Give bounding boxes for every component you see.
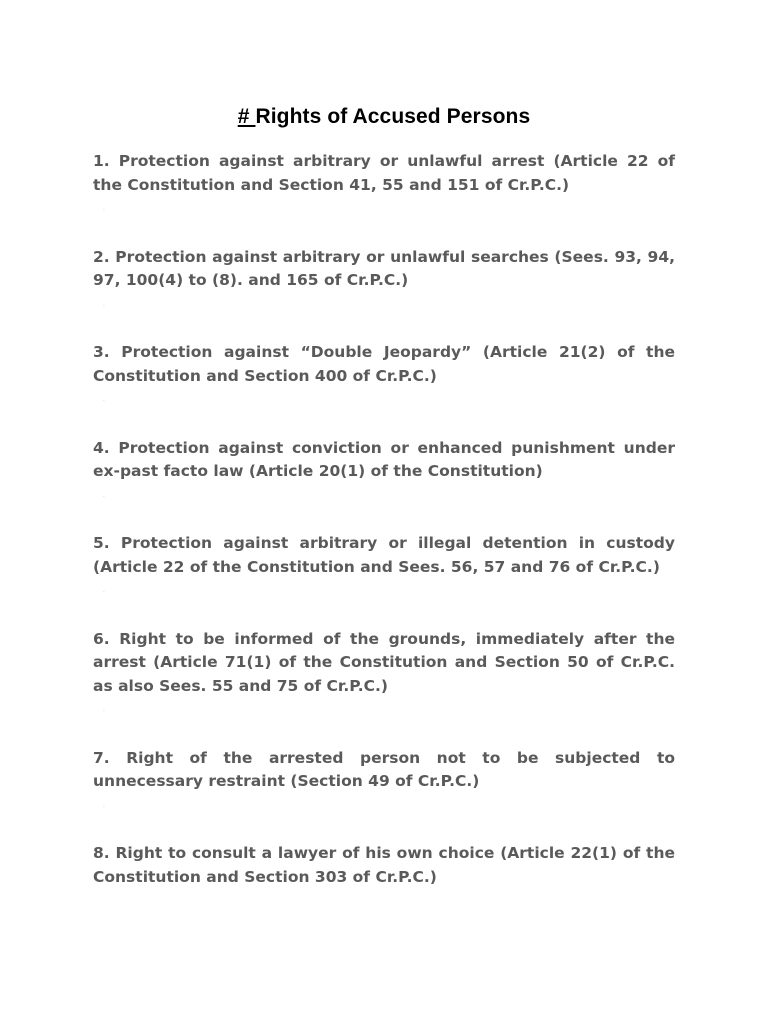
list-item: 7. Right of the arrested person not to be subjected to unnecessary restraint (Section 49 of Cr.P.C.) <box>93 748 675 790</box>
list-item: 8. Right to consult a lawyer of his own choice (Article 22(1) of the Constitution and Section 303 of Cr.P.C.) <box>93 844 675 886</box>
separator-dot: . <box>103 396 105 403</box>
spacer <box>93 722 675 747</box>
title-hash: # <box>237 105 256 128</box>
list-item: 6. Right to be informed of the grounds, immediately after the arrest (Article 71(1) of the Constitution and Section 50 of Cr.P.C. as also Sees. 55 and 75 of Cr.P.C.) <box>93 629 675 695</box>
list-item: 2. Protection against arbitrary or unlawful searches (Sees. 93, 94, 97, 100(4) to (8). and 165 of Cr.P.C.) <box>93 247 675 289</box>
spacer <box>93 603 675 628</box>
spacer <box>93 817 675 842</box>
separator-dot: . <box>103 491 105 499</box>
list-item: 4. Protection against conviction or enhanced punishment under ex-past facto law (Article 20(1) of the Constitution) <box>93 438 675 480</box>
spacer <box>93 507 675 532</box>
separator-dot: . <box>103 587 105 594</box>
separator-dot: . <box>103 801 105 809</box>
list-item: 5. Protection against arbitrary or illegal detention in custody (Article 22 of the Constitution and Sees. 56, 57 and 76 of Cr.P.C.) <box>93 534 675 576</box>
list-item: 1. Protection against arbitrary or unlawful arrest (Article 22 of the Constitution and Section 41, 55 and 151 of Cr.P.C.) <box>93 152 675 194</box>
rights-list <box>93 150 675 889</box>
spacer <box>93 221 675 246</box>
spacer <box>93 316 675 341</box>
separator-dot: . <box>103 205 105 212</box>
page-title <box>93 101 675 133</box>
list-item: 3. Protection against “Double Jeopardy” (Article 21(2) of the Constitution and Section 400 of Cr.P.C.) <box>93 343 675 385</box>
separator-dot: . <box>103 300 105 308</box>
title-text: Rights of Accused Persons <box>255 105 531 128</box>
separator-dot: . <box>103 706 105 713</box>
spacer <box>93 412 675 437</box>
